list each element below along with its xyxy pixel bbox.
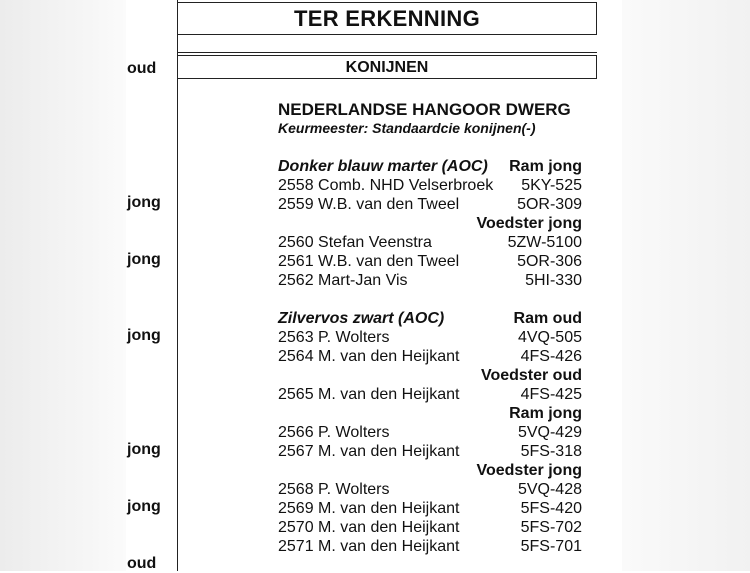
entry-number: 2571 — [278, 538, 314, 555]
margin-label: oud — [127, 555, 157, 572]
entry-number-owner — [278, 176, 493, 195]
entry-number: 2568 — [278, 481, 314, 498]
color-variety: Zilvervos zwart (AOC) — [278, 310, 445, 327]
entry-owner: M. van den Heijkant — [318, 500, 460, 517]
entry-row — [278, 233, 582, 252]
entry-owner: P. Wolters — [318, 424, 390, 441]
entry-number-owner — [278, 252, 459, 271]
entry-ring: 5HI-330 — [525, 272, 582, 289]
entry-number: 2564 — [278, 348, 314, 365]
entry-row — [278, 252, 582, 271]
color-heading-row — [278, 309, 582, 328]
entry-number-owner — [278, 347, 459, 366]
entry-owner: Comb. NHD Velserbroek — [318, 177, 494, 194]
entry-owner: M. van den Heijkant — [318, 386, 460, 403]
entry-row — [278, 176, 582, 195]
entry-ring: 5FS-702 — [520, 519, 582, 536]
entry-number-owner — [278, 195, 459, 214]
entry-owner: W.B. van den Tweel — [318, 253, 460, 270]
entry-number-owner — [278, 423, 389, 442]
right-page-background — [622, 0, 750, 571]
entry-row — [278, 347, 582, 366]
entry-ring: 5FS-318 — [520, 443, 582, 460]
entry-row — [278, 271, 582, 290]
entry-row — [278, 442, 582, 461]
entry-owner: M. van den Heijkant — [318, 443, 460, 460]
entry-number: 2559 — [278, 196, 314, 213]
margin-label: jong — [127, 441, 161, 458]
entry-number-owner — [278, 328, 389, 347]
color-variety: Donker blauw marter (AOC) — [278, 158, 488, 175]
entry-row — [278, 499, 582, 518]
entry-number: 2558 — [278, 177, 314, 194]
entry-ring: 4VQ-505 — [517, 329, 582, 346]
spacer — [278, 138, 582, 157]
entry-number-owner — [278, 233, 432, 252]
class-label: Ram jong — [509, 405, 582, 422]
entry-owner: P. Wolters — [318, 329, 390, 346]
entry-row — [278, 480, 582, 499]
entry-owner: M. van den Heijkant — [318, 348, 460, 365]
class-label: Voedster jong — [476, 462, 582, 479]
entry-number: 2561 — [278, 253, 314, 270]
judge-line: Keurmeester: Standaardcie konijnen(-) — [278, 120, 536, 136]
entry-ring: 5OR-309 — [517, 196, 582, 213]
entry-number-owner — [278, 385, 459, 404]
entry-owner: Stefan Veenstra — [318, 234, 432, 251]
header-divider — [177, 52, 597, 53]
entry-row — [278, 518, 582, 537]
category-heading: KONIJNEN — [177, 55, 597, 79]
entry-row — [278, 537, 582, 556]
entry-number-owner — [278, 271, 408, 290]
color-heading-row — [278, 157, 582, 176]
entry-number-owner — [278, 499, 459, 518]
class-label: Voedster oud — [480, 367, 582, 384]
entry-number-owner — [278, 442, 459, 461]
entry-owner: P. Wolters — [318, 481, 390, 498]
entry-ring: 5VQ-428 — [517, 481, 582, 498]
margin-label: jong — [127, 251, 161, 268]
entry-number-owner — [278, 518, 459, 537]
entry-row — [278, 328, 582, 347]
entry-owner: Mart-Jan Vis — [318, 272, 408, 289]
margin-label: jong — [127, 194, 161, 211]
entry-number: 2569 — [278, 500, 314, 517]
entry-ring: 4FS-426 — [520, 348, 582, 365]
spacer — [278, 290, 582, 309]
entry-row — [278, 423, 582, 442]
entry-ring: 5ZW-5100 — [507, 234, 582, 251]
entry-number: 2560 — [278, 234, 314, 251]
entry-ring: 5FS-420 — [520, 500, 582, 517]
page-title: TER ERKENNING — [177, 2, 597, 35]
class-label: Ram jong — [509, 158, 582, 175]
class-label: Ram oud — [513, 310, 582, 327]
class-label: Voedster jong — [476, 215, 582, 232]
entry-ring: 5KY-525 — [521, 177, 582, 194]
entry-ring: 4FS-425 — [520, 386, 582, 403]
entry-ring: 5FS-701 — [520, 538, 582, 555]
entry-number: 2566 — [278, 424, 314, 441]
entry-ring: 5OR-306 — [517, 253, 582, 270]
breed-title: NEDERLANDSE HANGOOR DWERG — [278, 100, 571, 119]
entry-number: 2562 — [278, 272, 314, 289]
entry-number-owner — [278, 480, 389, 499]
entry-owner: M. van den Heijkant — [318, 538, 460, 555]
left-page-background — [0, 0, 126, 571]
entry-number-owner — [278, 537, 459, 556]
entry-number: 2563 — [278, 329, 314, 346]
entry-number: 2565 — [278, 386, 314, 403]
entry-list — [278, 100, 582, 556]
entry-row — [278, 385, 582, 404]
column-divider — [177, 0, 178, 571]
entry-row — [278, 195, 582, 214]
margin-label: oud — [127, 60, 157, 77]
margin-label: jong — [127, 498, 161, 515]
entry-number: 2570 — [278, 519, 314, 536]
entry-number: 2567 — [278, 443, 314, 460]
margin-label: jong — [127, 327, 161, 344]
entry-ring: 5VQ-429 — [517, 424, 582, 441]
entry-owner: M. van den Heijkant — [318, 519, 460, 536]
entry-owner: W.B. van den Tweel — [318, 196, 460, 213]
